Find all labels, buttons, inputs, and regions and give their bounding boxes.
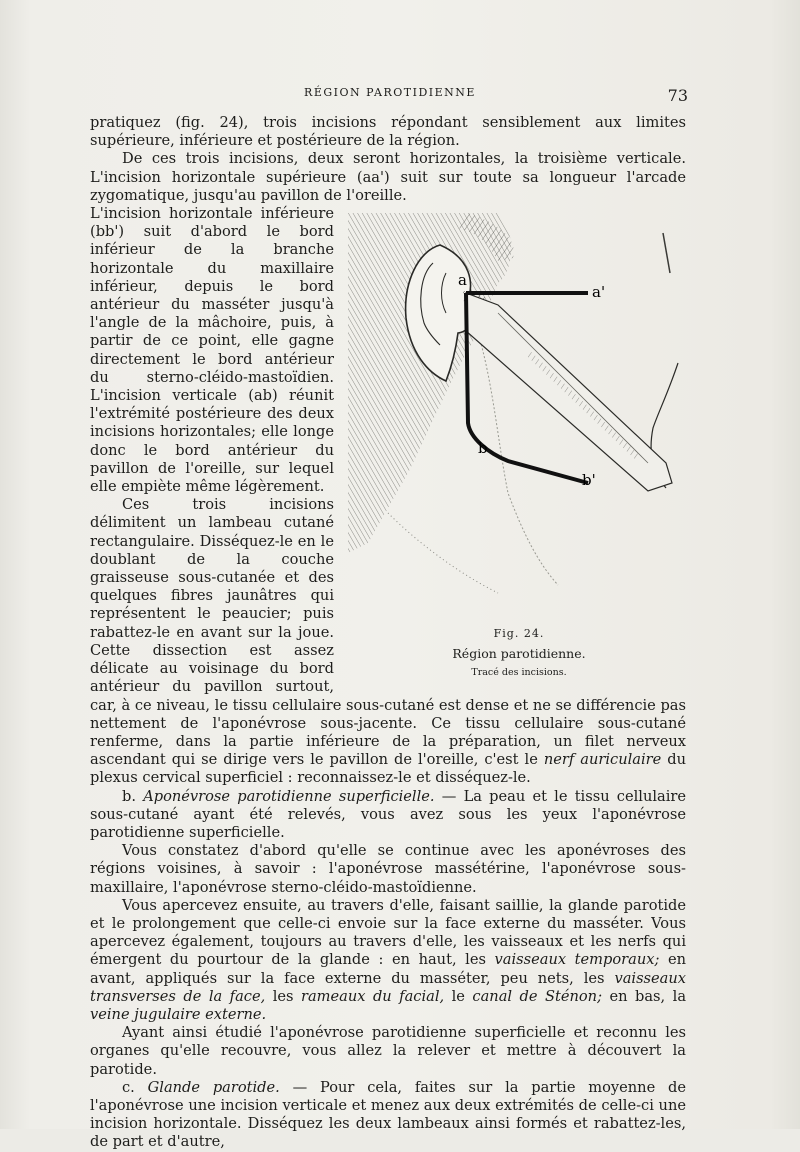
section-c-title: Glande parotide.	[147, 1078, 280, 1096]
paragraph: pratiquez (fig. 24), trois incisions répondant sensiblement aux limites supérieure, inférieure et postérieure de la région.	[90, 114, 686, 150]
paragraph: Ces trois incisions délimitent un lambeau cutané rectangulaire. Disséquez-le en le doublant de la couche graisseuse sous-cutanée et des quelques fibres jaunâtres qui représentent le peaucier; puis rabattez-le en avant sur la joue. Cette dissection est assez délicate au voisinage du bord antérieur du pavillon surtout, car, à ce niveau, le tissu cellulaire sous-cutané est dense et ne se différencie pas nettement de l'aponévrose sous-jacente. Ce tissu cellulaire sous-cutané renferme, dans la partie inférieure de la préparation, un filet nerveux ascendant qui se dirige vers le pavillon de l'oreille, c'est le nerf auriculaire du plexus cervical superficiel : reconnaissez-le et disséquez-le.	[90, 496, 687, 787]
marker-b: b	[478, 439, 488, 458]
running-title: RÉGION PAROTIDIENNE	[304, 86, 476, 99]
page-number: 73	[667, 86, 688, 105]
margin-mark	[663, 233, 670, 273]
figure-24	[348, 213, 690, 683]
paragraph: Ayant ainsi étudié l'aponévrose parotidienne superficielle et reconnu les organes qu'elle recouvre, vous allez la relever et mettre à découvert la parotide.	[90, 1024, 686, 1078]
flap-edge	[498, 313, 648, 463]
neck-lines	[388, 513, 498, 593]
marker-a-prime: a'	[592, 283, 606, 302]
marker-a: a	[458, 271, 467, 290]
marker-b-prime: b'	[582, 471, 596, 490]
paragraph: Vous apercevez ensuite, au travers d'elle, faisant saillie, la glande parotide et le prolongement que celle-ci envoie sur la face externe du masséter. Vous apercevez également, toujours au travers d'elle, les vaisseaux et les nerfs qui émergent du pourtour de la glande : en haut, les vaisseaux temporaux; en avant, appliqués sur la face externe du masséter, peu nets, les vaisseaux transverses de la face, les rameaux du facial, le canal de Sténon; en bas, la veine jugulaire externe.	[90, 896, 687, 1023]
paragraph: De ces trois incisions, deux seront horizontales, la troisième verticale. L'incision horizontale supérieure (aa') suit sur toute sa longueur l'arcade zygomatique, jusqu'au pavillon de l'oreille.	[90, 150, 686, 204]
section-b-title: Aponévrose parotidienne superficielle.	[143, 787, 435, 805]
flap-shading	[528, 353, 638, 458]
paragraph: L'incision horizontale inférieure (bb') suit d'abord le bord inférieur de la branche horizontale du maxillaire inférieur, depuis le bord antérieur du masséter jusqu'à l'angle de la mâchoire, puis, à partir de ce point, elle gagne directement le bord antérieur du sterno-cléido-mastoïdien. L'incision verticale (ab) réunit l'extrémité postérieure des deux incisions horizontales; elle longe donc le bord antérieur du pavillon de l'oreille, sur lequel elle empiète même légèrement.	[90, 205, 334, 496]
section-c: c. Glande parotide. — Pour cela, faites sur la partie moyenne de l'aponévrose une incision verticale et menez aux deux extrémités de celle-ci une incision horizontale. Disséquez les deux lambeaux ainsi formés et rabattez-les, de part et d'autre,	[90, 1078, 686, 1151]
nerve-term: nerf auriculaire	[543, 751, 662, 769]
figure-subcaption: Tracé des incisions.	[471, 667, 567, 679]
figure-label: Fig. 24.	[493, 627, 545, 641]
body-text	[90, 114, 686, 1152]
figure-caption: Région parotidienne.	[452, 646, 586, 662]
section-b: b. Aponévrose parotidienne superficielle. — La peau et le tissu cellulaire sous-cutané ayant été relevés, vous avez sous les yeux l'aponévrose parotidienne superficielle.	[90, 787, 687, 841]
paragraph: Vous constatez d'abord qu'elle se continue avec les aponévroses des régions voisines, à savoir : l'aponévrose massétérine, l'aponévrose sous-maxillaire, l'aponévrose sterno-cléido-mastoïdienne.	[90, 842, 686, 896]
parotid-incision-illustration	[348, 213, 690, 621]
